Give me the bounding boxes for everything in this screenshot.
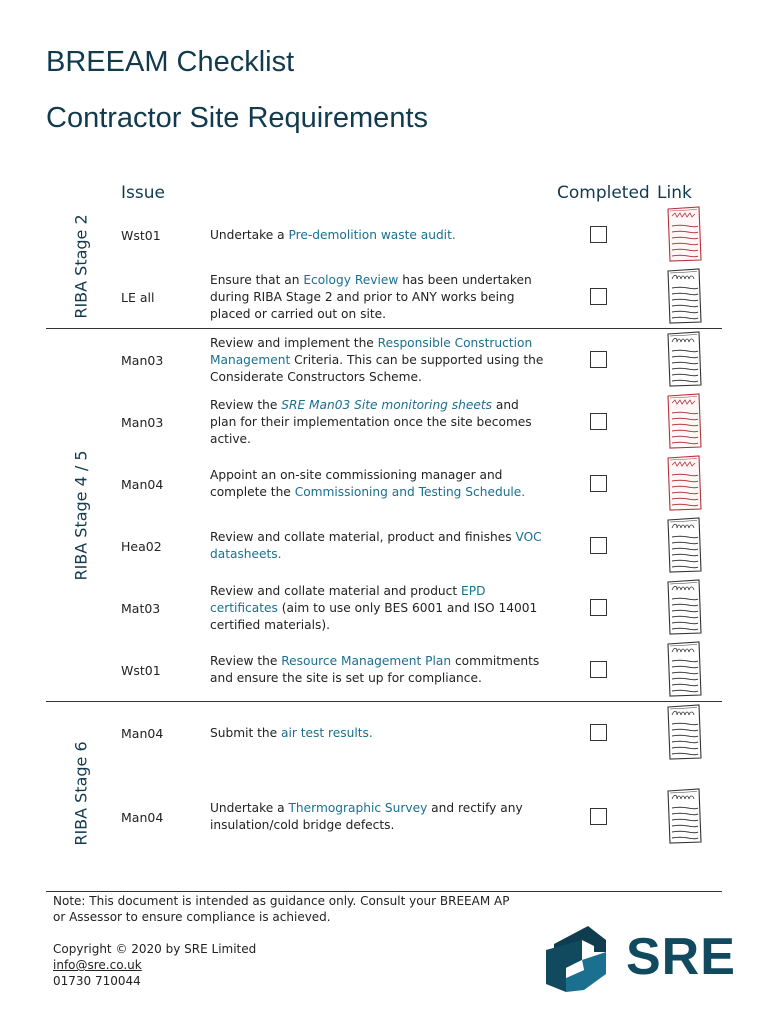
guide-icon[interactable] — [664, 704, 704, 760]
email-link[interactable]: info@sre.co.uk — [53, 958, 142, 972]
guide-icon[interactable] — [664, 641, 704, 697]
requirement-text: Submit the — [210, 725, 281, 740]
copyright-text: Copyright © 2020 by SRE Limited — [53, 942, 257, 956]
requirement-text: has been undertaken during RIBA Stage 2 and prior to ANY works being placed or carried out on site. — [210, 272, 532, 321]
requirement-text: Undertake a — [210, 227, 289, 242]
table-row — [0, 578, 768, 638]
guide-icon[interactable] — [664, 579, 704, 635]
requirement-text: Review the — [210, 654, 282, 668]
requirement-text: Ensure that an — [210, 272, 304, 287]
completed-checkbox[interactable] — [590, 661, 607, 678]
requirement-text: and plan for their implementation once the site becomes active. — [210, 397, 532, 446]
requirement-text: Review and collate material and product — [210, 583, 462, 598]
requirement-link[interactable]: EPD certificates — [210, 583, 486, 615]
page-title: BREEAM Checklist — [46, 46, 295, 78]
requirement-description — [210, 640, 545, 700]
issue-code: Man04 — [121, 476, 164, 492]
issue-code: LE all — [121, 289, 155, 305]
table-row — [0, 787, 768, 847]
completed-checkbox[interactable] — [590, 808, 607, 825]
requirement-link[interactable]: Thermographic Survey — [288, 801, 428, 815]
table-row — [0, 205, 768, 265]
requirement-description — [210, 703, 545, 763]
issue-code: Man03 — [121, 352, 164, 368]
stage-label-riba-2: RIBA Stage 2 — [71, 213, 91, 319]
disclaimer-note: Note: This document is intended as guidance only. Consult your BREEAM AP or Assessor to ensure compliance is achieved. — [53, 894, 510, 924]
template-icon[interactable] — [664, 393, 704, 449]
template-icon[interactable] — [664, 206, 704, 262]
sre-logo-mark-icon — [544, 922, 616, 992]
column-header-link: Link — [657, 183, 692, 203]
requirement-description — [210, 267, 545, 327]
requirement-link[interactable]: air test results. — [280, 725, 373, 740]
requirement-link[interactable]: VOC datasheets. — [210, 530, 542, 561]
table-row — [0, 454, 768, 514]
requirement-description — [210, 205, 545, 265]
sre-logo-text: SRE — [626, 928, 736, 986]
table-row — [0, 392, 768, 452]
requirement-text: Undertake a — [210, 801, 289, 815]
requirement-text: commitments and ensure the site is set up for compliance. — [210, 654, 540, 685]
issue-code: Wst01 — [121, 227, 161, 243]
stage-divider — [46, 701, 722, 702]
requirement-text: Review and implement the — [210, 335, 378, 350]
requirement-link[interactable]: Ecology Review — [303, 272, 399, 287]
completed-checkbox[interactable] — [590, 413, 607, 430]
column-header-completed: Completed — [557, 183, 650, 203]
completed-checkbox[interactable] — [590, 724, 607, 741]
issue-code: Man04 — [121, 725, 164, 741]
guide-icon[interactable] — [664, 331, 704, 387]
guide-icon[interactable] — [664, 788, 704, 844]
guide-icon[interactable] — [664, 517, 704, 573]
completed-checkbox[interactable] — [590, 226, 607, 243]
template-icon[interactable] — [664, 455, 704, 511]
completed-checkbox[interactable] — [590, 475, 607, 492]
requirement-link[interactable]: Resource Management Plan — [281, 654, 452, 668]
issue-code: Man04 — [121, 809, 164, 825]
requirement-text: Appoint an on-site commissioning manager and complete the — [210, 468, 503, 499]
stage-divider — [46, 328, 722, 329]
table-row — [0, 330, 768, 390]
requirement-text: (aim to use only BES 6001 and ISO 14001 certified materials). — [210, 600, 538, 632]
contact-block — [53, 941, 256, 989]
completed-checkbox[interactable] — [590, 288, 607, 305]
requirement-link[interactable]: SRE Man03 Site monitoring sheets — [281, 397, 492, 412]
column-header-issue: Issue — [121, 183, 165, 203]
phone-number: 01730 710044 — [53, 974, 141, 988]
guide-icon[interactable] — [664, 268, 704, 324]
requirement-text: and rectify any insulation/cold bridge defects. — [210, 801, 523, 832]
table-row — [0, 703, 768, 763]
requirement-description — [210, 578, 545, 638]
completed-checkbox[interactable] — [590, 537, 607, 554]
issue-code: Hea02 — [121, 538, 162, 554]
table-row — [0, 640, 768, 700]
requirement-description — [210, 392, 545, 452]
requirement-description — [210, 330, 545, 390]
issue-code: Man03 — [121, 414, 164, 430]
requirement-text: Criteria. This can be supported using the Considerate Constructors Scheme. — [210, 352, 544, 384]
requirement-description — [210, 516, 545, 576]
stage-label-riba-6: RIBA Stage 6 — [71, 740, 91, 846]
table-row — [0, 267, 768, 327]
requirement-text: Review and collate material, product and finishes — [210, 530, 516, 544]
requirement-link[interactable]: Pre-demolition waste audit. — [288, 227, 456, 242]
issue-code: Wst01 — [121, 662, 161, 678]
sre-logo — [544, 920, 736, 994]
requirement-text: Review the — [210, 397, 282, 412]
stage-label-riba-4-5: RIBA Stage 4 / 5 — [71, 449, 91, 581]
page-subtitle: Contractor Site Requirements — [46, 102, 428, 134]
issue-code: Mat03 — [121, 600, 161, 616]
requirement-link[interactable]: Commissioning and Testing Schedule. — [294, 485, 526, 499]
completed-checkbox[interactable] — [590, 351, 607, 368]
requirement-link[interactable]: Responsible Construction Management — [210, 335, 533, 367]
requirement-description — [210, 787, 545, 847]
footer-divider — [46, 891, 722, 892]
completed-checkbox[interactable] — [590, 599, 607, 616]
requirement-description — [210, 454, 545, 514]
table-row — [0, 516, 768, 576]
